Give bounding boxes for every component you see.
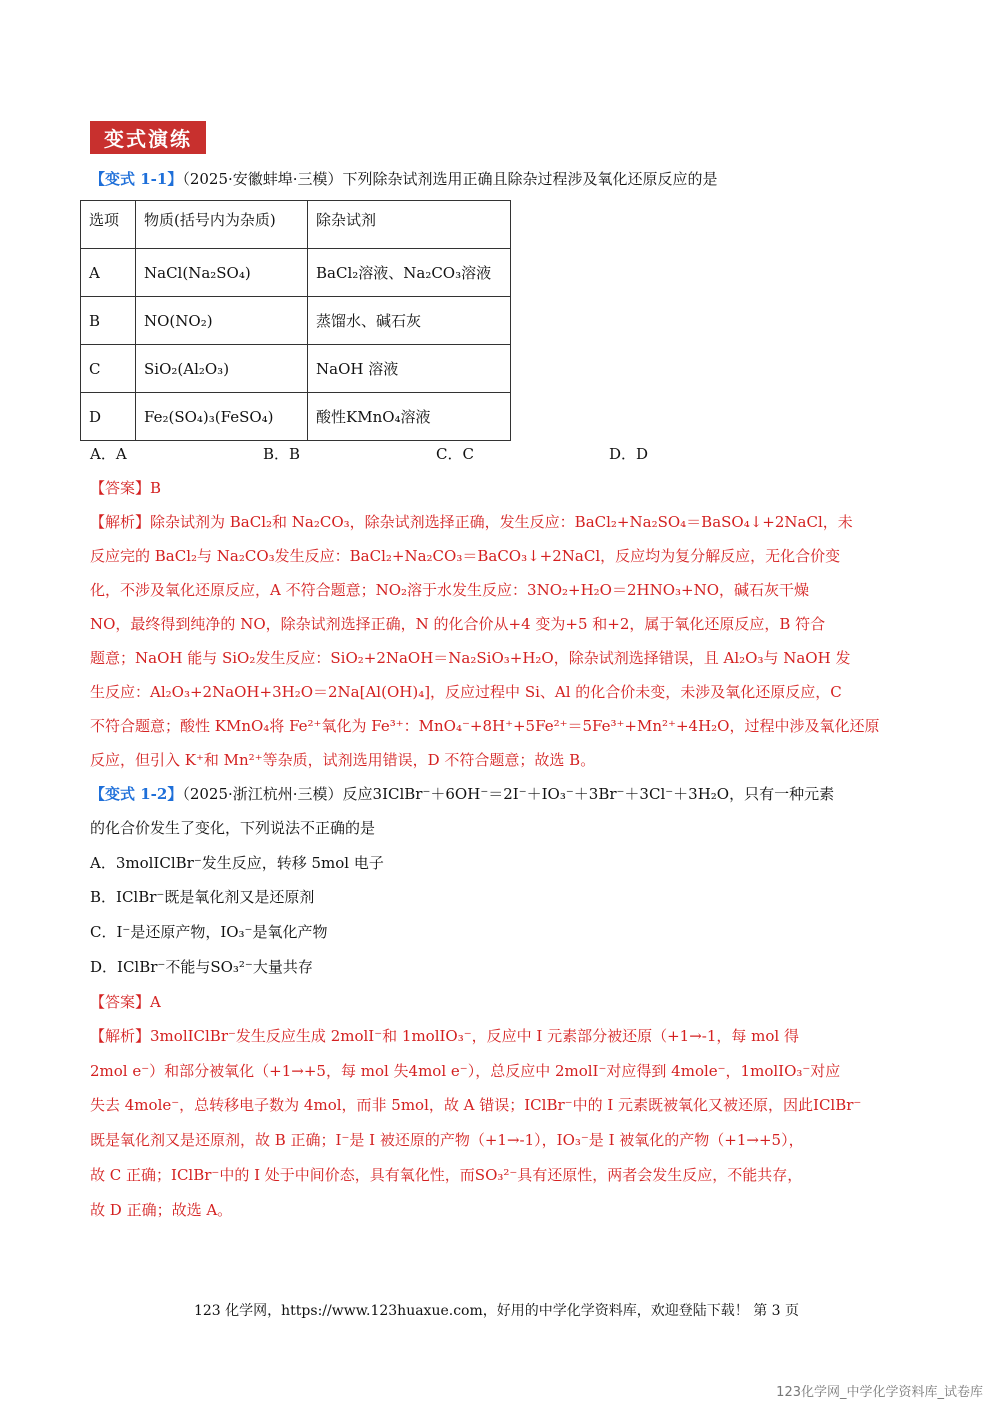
table-row [81,297,511,345]
analysis-line: 化，不涉及氧化还原反应，A 不符合题意；NO₂溶于水发生反应：3NO₂+H₂O＝2HNO₃+NO，碱石灰干燥 [90,581,810,599]
option-c: C．C [436,445,474,463]
question-1-tag: 【变式 1-1】 [90,170,183,188]
option-d: D．D [609,445,649,463]
answer-label: 【答案】 [90,479,151,497]
analysis-line: 反应，但引入 K⁺和 Mn²⁺等杂质，试剂选用错误，D 不符合题意；故选 B。 [90,751,596,769]
analysis-line [90,1025,799,1046]
analysis-line [90,511,853,532]
table-cell: 酸性KMnO₄溶液 [308,393,511,441]
header-cell: 选项 [81,201,136,249]
analysis-line: 2mol e⁻）和部分被氧化（+1→+5，每 mol 失4mol e⁻），总反应中 2molI⁻对应得到 4mole⁻，1molIO₃⁻对应 [90,1062,841,1080]
table-cell: SiO₂(Al₂O₃) [136,345,308,393]
analysis-text: 3molIClBr⁻发生反应生成 2molI⁻和 1molIO₃⁻，反应中 I 元素部分被还原（+1→-1，每 mol 得 [150,1027,799,1045]
table-cell: B [81,297,136,345]
question-2-answer [90,991,161,1012]
question-1-text: （2025·安徽蚌埠·三模）下列除杂试剂选用正确且除杂过程涉及氧化还原反应的是 [182,170,718,188]
table-cell: NO(NO₂) [136,297,308,345]
question-1-answer [90,477,161,498]
table-cell: C [81,345,136,393]
question-2-tag: 【变式 1-2】 [90,785,183,803]
table-cell: A [81,249,136,297]
analysis-line: 不符合题意；酸性 KMnO₄将 Fe²⁺氧化为 Fe³⁺：MnO₄⁻+8H⁺+5Fe²⁺＝5Fe³⁺+Mn²⁺+4H₂O，过程中涉及氧化还原 [90,717,880,735]
answer-label: 【答案】 [90,993,151,1011]
answer-value: A [150,993,161,1011]
table-cell: 蒸馏水、碱石灰 [308,297,511,345]
analysis-text: 除杂试剂为 BaCl₂和 Na₂CO₃，除杂试剂选择正确，发生反应：BaCl₂+Na₂SO₄＝BaSO₄↓+2NaCl，未 [150,513,853,531]
analysis-line: 失去 4mole⁻，总转移电子数为 4mol，而非 5mol，故 A 错误；IClBr⁻中的 I 元素既被氧化又被还原，因此IClBr⁻ [90,1096,862,1114]
header-cell: 除杂试剂 [308,201,511,249]
watermark-text: 123化学网_中学化学资料库_试卷库 [776,1385,983,1400]
table-cell: Fe₂(SO₄)₃(FeSO₄) [136,393,308,441]
analysis-line: 题意；NaOH 能与 SiO₂发生反应：SiO₂+2NaOH＝Na₂SiO₃+H₂O，除杂试剂选择错误，且 Al₂O₃与 NaOH 发 [90,649,851,667]
question-2-option-c: C．I⁻是还原产物，IO₃⁻是氧化产物 [90,923,328,941]
table-row [81,393,511,441]
question-2-option-a: A．3molIClBr⁻发生反应，转移 5mol 电子 [90,854,384,872]
question-2-text: （2025·浙江杭州·三模）反应3IClBr⁻＋6OH⁻＝2I⁻＋IO₃⁻＋3Br⁻＋3Cl⁻＋3H₂O，只有一种元素 [182,785,835,803]
analysis-line: NO，最终得到纯净的 NO，除杂试剂选择正确，N 的化合价从+4 变为+5 和+2，属于氧化还原反应，B 符合 [90,615,826,633]
analysis-line: 生反应：Al₂O₃+2NaOH+3H₂O＝2Na[Al(OH)₄]，反应过程中 Si、Al 的化合价未变，未涉及氧化还原反应，C [90,683,842,701]
option-b: B．B [263,445,301,463]
option-a: A．A [90,445,127,463]
options-table [80,200,511,441]
analysis-line: 故 C 正确；IClBr⁻中的 I 处于中间价态，具有氧化性，而SO₃²⁻具有还原性，两者会发生反应，不能共存， [90,1166,803,1184]
question-1-options [90,443,850,464]
table-header-row [81,201,511,249]
analysis-line: 故 D 正确；故选 A。 [90,1201,233,1219]
table-cell: NaCl(Na₂SO₄) [136,249,308,297]
analysis-label: 【解析】 [90,513,151,531]
header-cell: 物质(括号内为杂质) [136,201,308,249]
table-cell: NaOH 溶液 [308,345,511,393]
question-2-option-d: D．IClBr⁻不能与SO₃²⁻大量共存 [90,958,313,976]
page-footer: 123 化学网，https://www.123huaxue.com，好用的中学化学资料库，欢迎登陆下载！ 第 3 页 [193,1303,800,1319]
answer-value: B [150,479,162,497]
question-2-stem-continued: 的化合价发生了变化，下列说法不正确的是 [90,819,376,837]
table-row [81,249,511,297]
question-2-stem [90,783,834,804]
table-cell: BaCl₂溶液、Na₂CO₃溶液 [308,249,511,297]
analysis-label: 【解析】 [90,1027,151,1045]
analysis-line: 反应完的 BaCl₂与 Na₂CO₃发生反应：BaCl₂+Na₂CO₃＝BaCO₃↓+2NaCl，反应均为复分解反应，无化合价变 [90,547,841,565]
question-2-option-b: B．IClBr⁻既是氧化剂又是还原剂 [90,888,315,906]
analysis-line: 既是氧化剂又是还原剂，故 B 正确；I⁻是 I 被还原的产物（+1→-1），IO₃⁻是 I 被氧化的产物（+1→+5）， [90,1131,804,1149]
question-1-stem [90,168,718,189]
table-row [81,345,511,393]
section-banner: 变式演练 [90,121,206,154]
table-cell: D [81,393,136,441]
